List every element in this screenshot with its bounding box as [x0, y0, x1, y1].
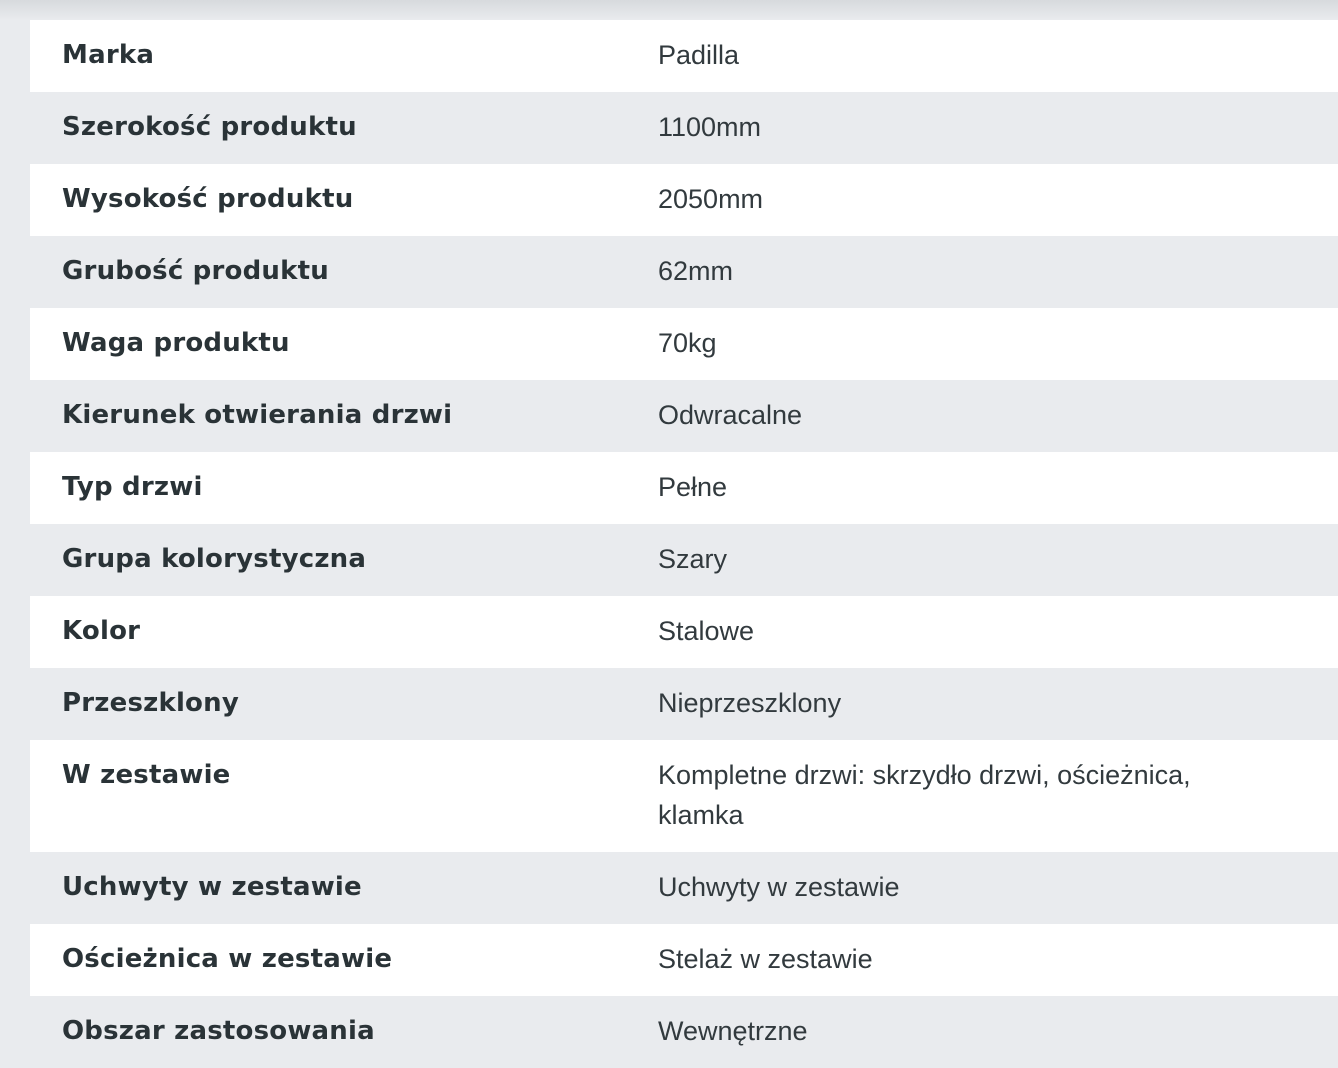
spec-row-color-group	[30, 524, 1338, 596]
spec-value: 1100mm	[658, 112, 762, 142]
spec-label: Marka	[62, 40, 155, 70]
product-specs-table	[30, 20, 1338, 1068]
spec-row-application-area	[30, 996, 1338, 1068]
top-shadow	[0, 0, 1338, 20]
spec-value: 2050mm	[658, 184, 764, 214]
spec-label: Typ drzwi	[62, 472, 203, 502]
spec-label: Kolor	[62, 616, 141, 646]
spec-row-height	[30, 164, 1338, 236]
spec-row-thickness	[30, 236, 1338, 308]
spec-value: Odwracalne	[658, 400, 803, 430]
spec-value: Uchwyty w zestawie	[658, 872, 900, 902]
spec-row-handles-included	[30, 852, 1338, 924]
spec-row-opening-direction	[30, 380, 1338, 452]
spec-label: W zestawie	[62, 760, 231, 790]
spec-value: 62mm	[658, 256, 734, 286]
spec-row-color	[30, 596, 1338, 668]
spec-value: Nieprzeszklony	[658, 688, 842, 718]
spec-label: Przeszklony	[62, 688, 239, 718]
spec-value: Kompletne drzwi: skrzydło drzwi, ościeżnica, klamka	[658, 760, 1191, 830]
spec-row-glazed	[30, 668, 1338, 740]
spec-row-door-type	[30, 452, 1338, 524]
spec-value: Stalowe	[658, 616, 755, 646]
spec-label: Szerokość produktu	[62, 112, 357, 142]
spec-label: Grupa kolorystyczna	[62, 544, 367, 574]
spec-label: Ościeżnica w zestawie	[62, 944, 393, 974]
spec-label: Grubość produktu	[62, 256, 329, 286]
spec-value: Szary	[658, 544, 728, 574]
spec-value: Pełne	[658, 472, 728, 502]
spec-value: Stelaż w zestawie	[658, 944, 873, 974]
spec-label: Wysokość produktu	[62, 184, 354, 214]
spec-row-weight	[30, 308, 1338, 380]
spec-label: Waga produktu	[62, 328, 290, 358]
spec-row-frame-included	[30, 924, 1338, 996]
spec-label: Obszar zastosowania	[62, 1016, 375, 1046]
spec-row-width	[30, 92, 1338, 164]
spec-value: Wewnętrzne	[658, 1016, 808, 1046]
spec-row-included	[30, 740, 1338, 852]
spec-label: Uchwyty w zestawie	[62, 872, 362, 902]
spec-label: Kierunek otwierania drzwi	[62, 400, 453, 430]
spec-row-brand	[30, 20, 1338, 92]
spec-value: 70kg	[658, 328, 717, 358]
spec-value: Padilla	[658, 40, 740, 70]
